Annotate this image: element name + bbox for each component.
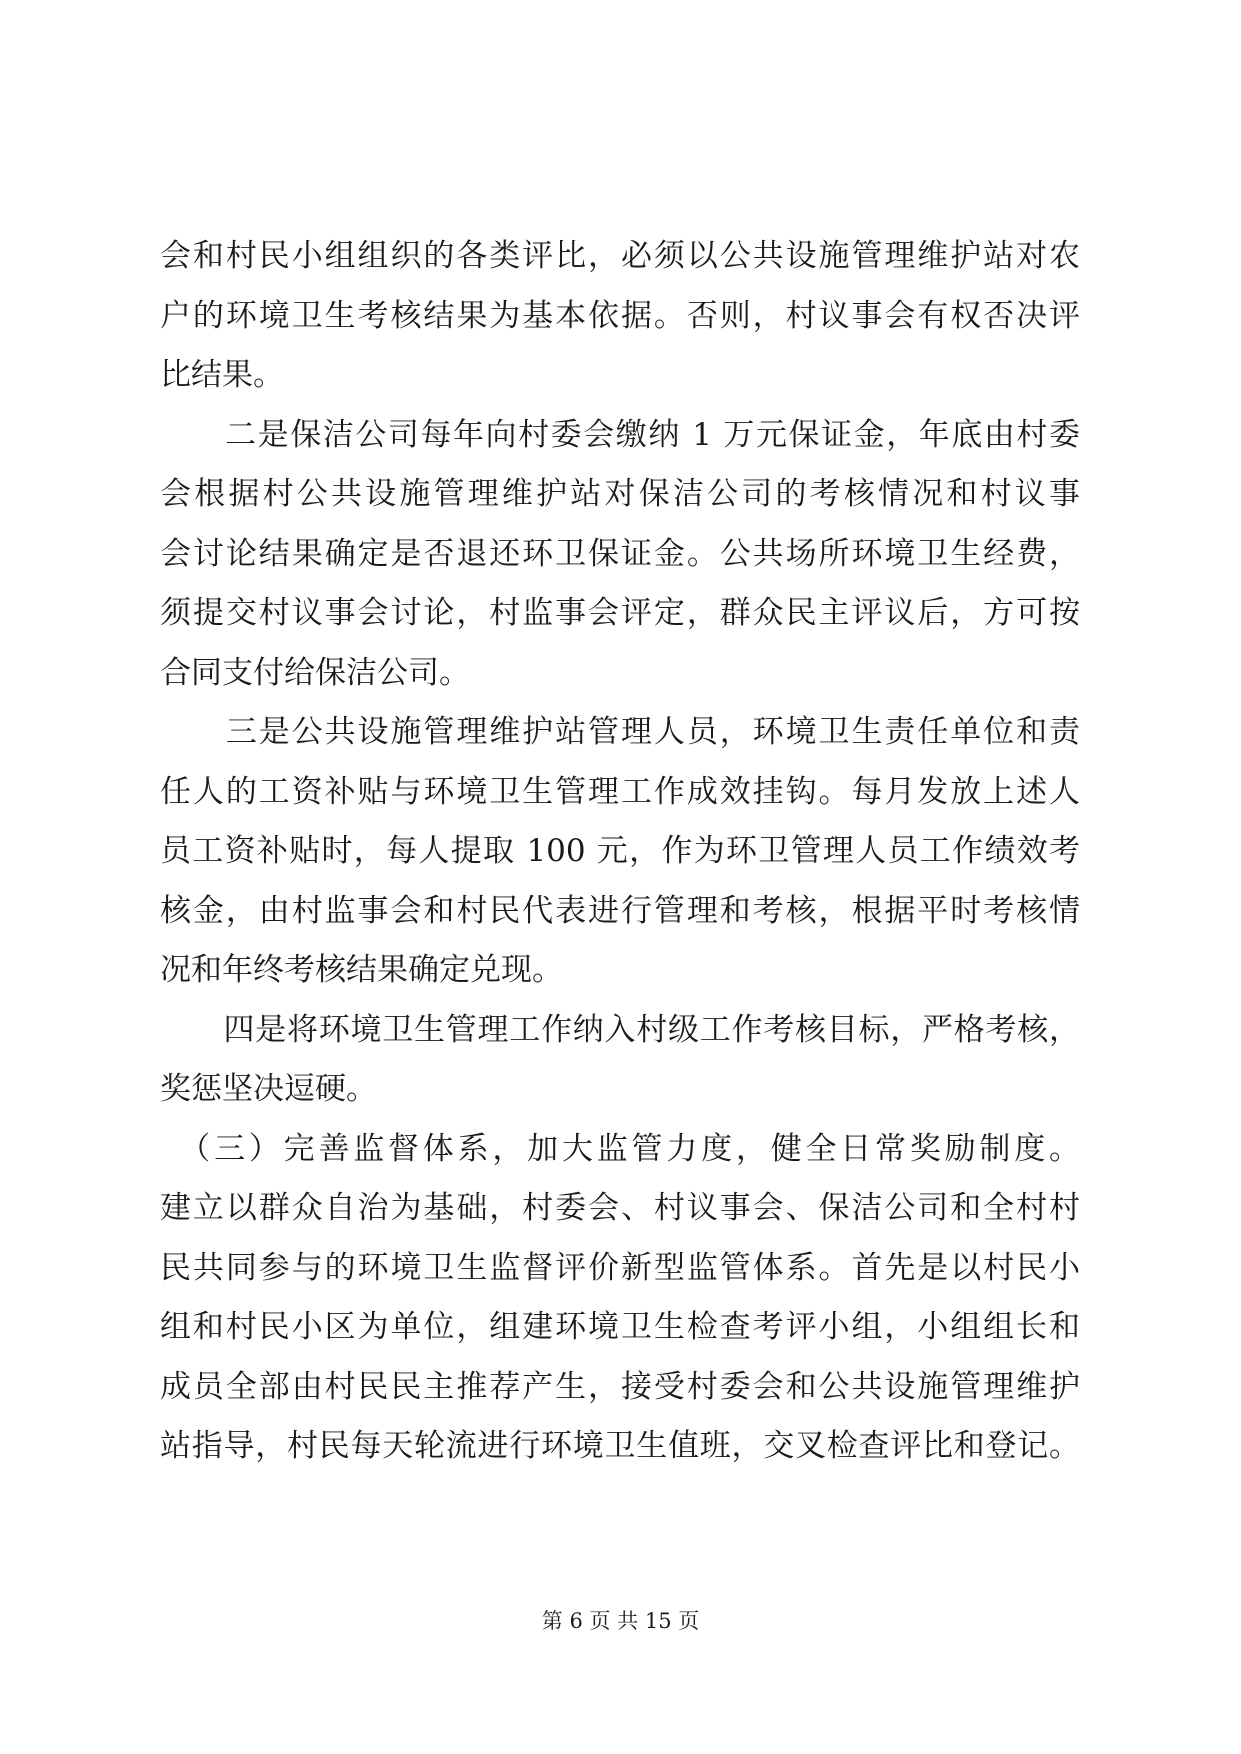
text-line: （三）完善监督体系，加大监管力度，健全日常奖励制度。 <box>160 1130 1080 1167</box>
text-line: 建立以群众自治为基础，村委会、村议事会、保洁公司和全村村 <box>160 1190 1080 1226</box>
text-line: 户的环境卫生考核结果为基本依据。否则，村议事会有权否决评 <box>160 297 1080 334</box>
text-line: 组和村民小区为单位，组建环境卫生检查考评小组，小组组长和 <box>160 1309 1080 1345</box>
text-line: 员工资补贴时，每人提取 100 元，作为环卫管理人员工作绩效考 <box>160 833 1080 869</box>
text-line: 合同支付给保洁公司。 <box>160 654 470 691</box>
text-line: 任人的工资补贴与环境卫生管理工作成效挂钩。每月发放上述人 <box>160 773 1080 810</box>
text-line: 比结果。 <box>160 357 284 393</box>
text-line: 四是将环境卫生管理工作纳入村级工作考核目标，严格考核， <box>160 1011 1080 1048</box>
page-number-footer: 第 6 页 共 15 页 <box>541 1609 700 1633</box>
text-line: 站指导，村民每天轮流进行环境卫生值班，交叉检查评比和登记。 <box>160 1428 1080 1464</box>
text-line: 民共同参与的环境卫生监督评价新型监管体系。首先是以村民小 <box>160 1249 1080 1286</box>
text-line: 奖惩坚决逗硬。 <box>160 1071 377 1107</box>
text-line: 二是保洁公司每年向村委会缴纳 1 万元保证金，年底由村委 <box>160 416 1080 453</box>
text-line: 会讨论结果确定是否退还环卫保证金。公共场所环境卫生经费， <box>160 535 1080 572</box>
text-line: 三是公共设施管理维护站管理人员，环境卫生责任单位和责 <box>160 714 1080 750</box>
text-line: 核金，由村监事会和村民代表进行管理和考核，根据平时考核情 <box>160 892 1080 929</box>
document-body <box>160 227 1080 1477</box>
text-line: 成员全部由村民民主推荐产生，接受村委会和公共设施管理维护 <box>160 1368 1080 1405</box>
text-line: 会和村民小组组织的各类评比，必须以公共设施管理维护站对农 <box>160 238 1080 274</box>
text-line: 须提交村议事会讨论，村监事会评定，群众民主评议后，方可按 <box>160 595 1080 631</box>
text-line: 会根据村公共设施管理维护站对保洁公司的考核情况和村议事 <box>160 476 1080 512</box>
text-line: 况和年终考核结果确定兑现。 <box>160 952 563 988</box>
